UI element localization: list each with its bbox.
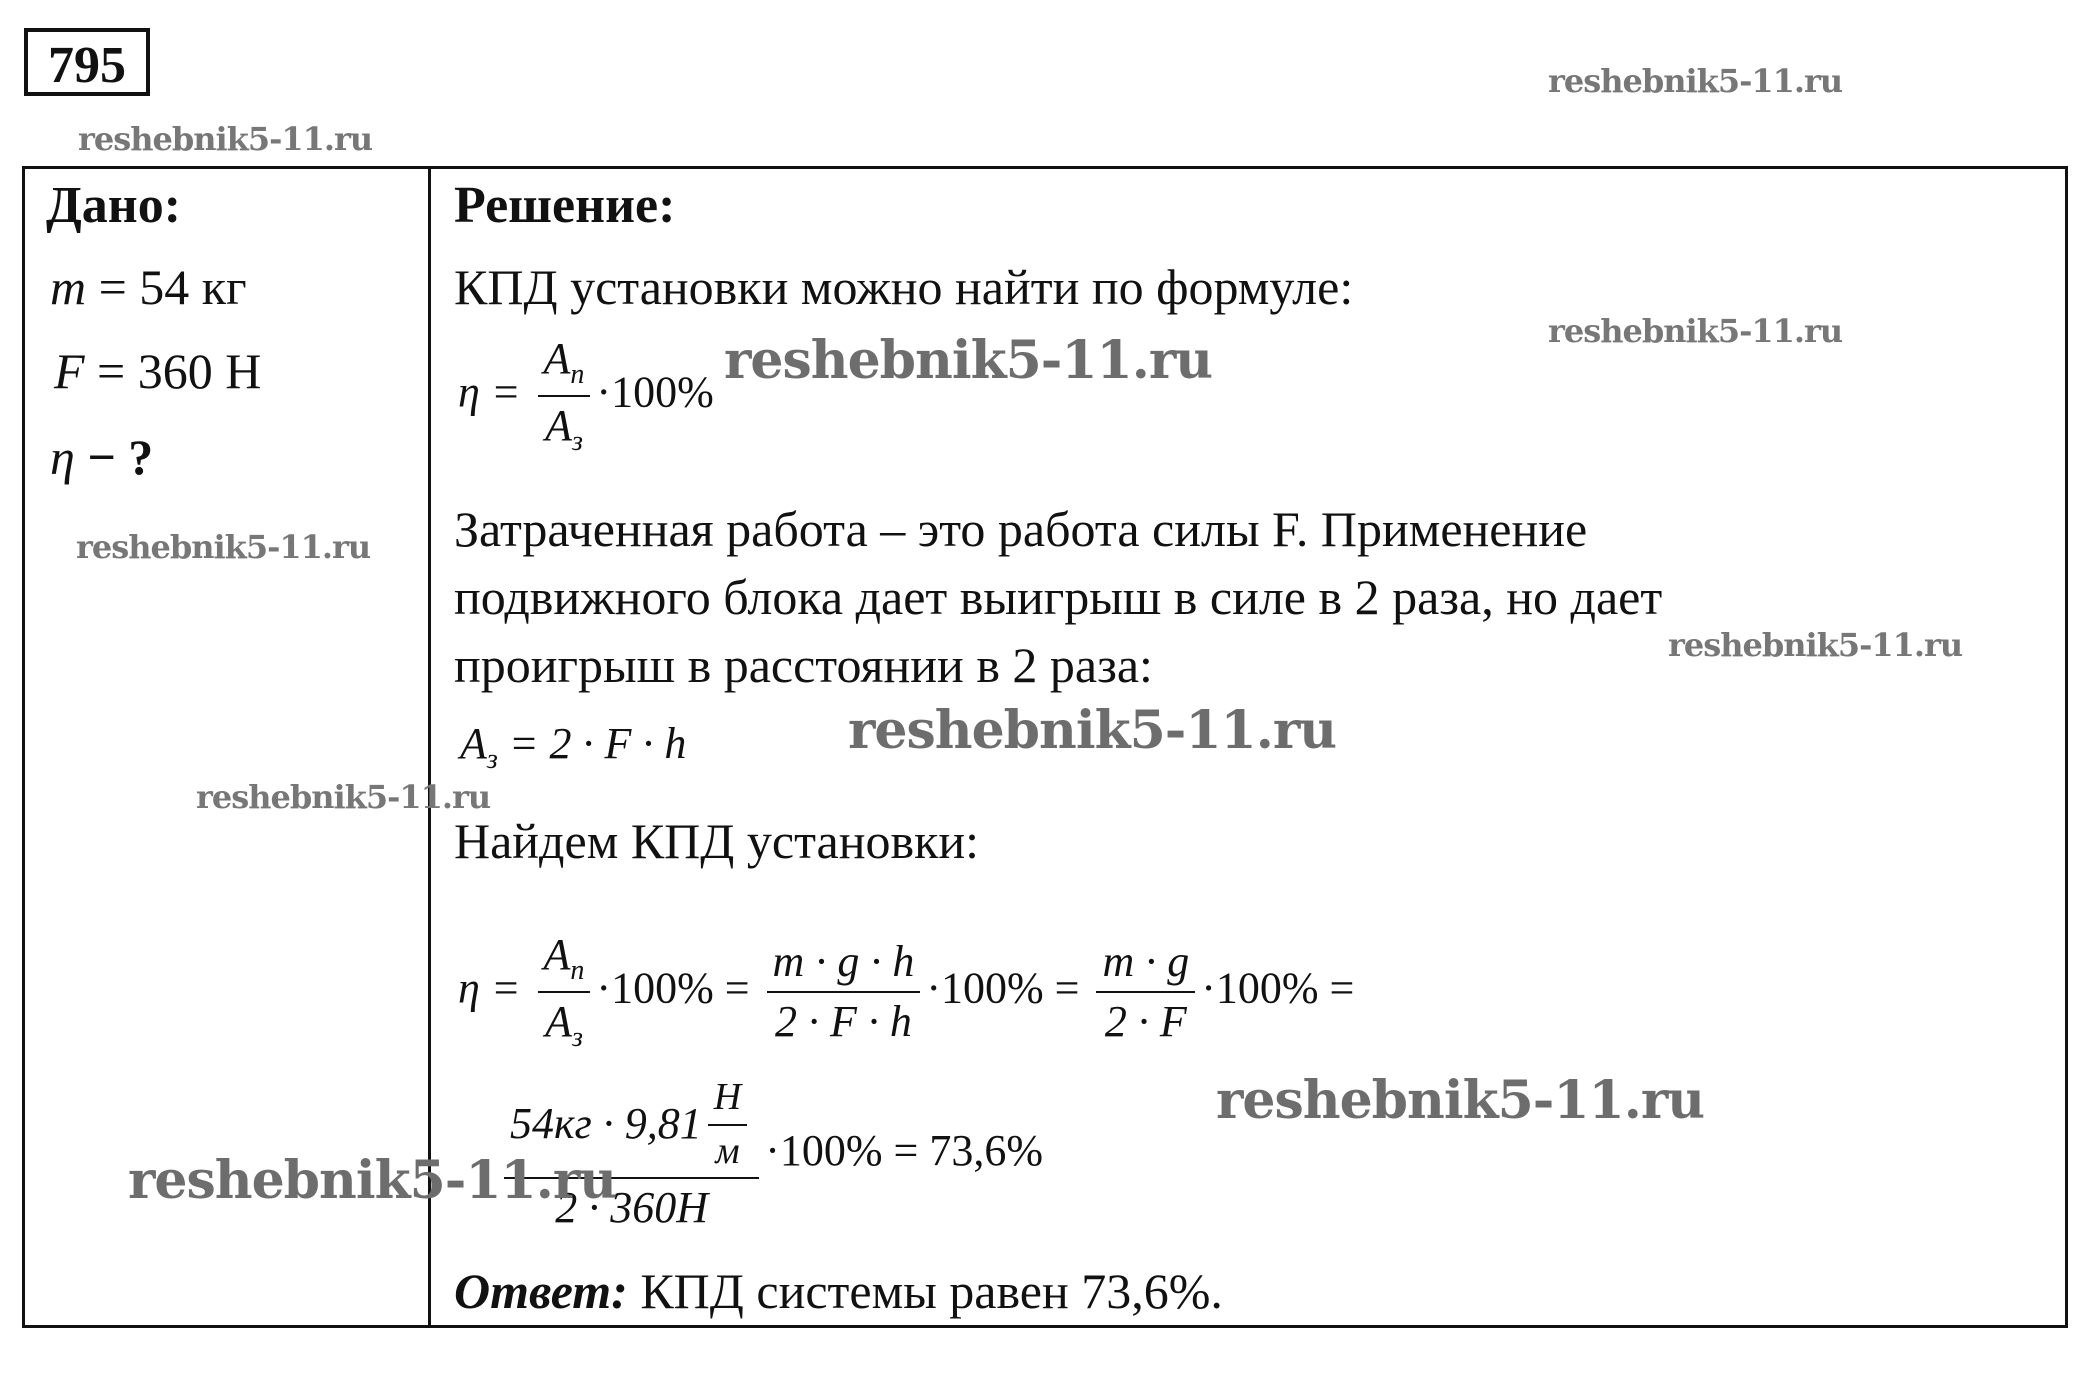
- numeric-calculation: 54кг · 9,81 $\frac{Н}{м}$ 2 · 360Н ·100% = 73,6%: [498, 1076, 1043, 1234]
- watermark: reshebnik5-11.ru: [1216, 1070, 1705, 1131]
- answer-label: Ответ:: [454, 1263, 628, 1319]
- watermark: reshebnik5-11.ru: [128, 1150, 617, 1211]
- watermark: reshebnik5-11.ru: [76, 528, 371, 566]
- mg-fraction: $\frac{m \cdot g}{2 \cdot F}$: [1096, 937, 1195, 1048]
- mgh-fraction: $\frac{m \cdot g \cdot h}{2 \cdot F \cdot h}$: [767, 937, 921, 1048]
- watermark: reshebnik5-11.ru: [1668, 626, 1963, 664]
- watermark: reshebnik5-11.ru: [1548, 312, 1843, 350]
- watermark: reshebnik5-11.ru: [848, 700, 1337, 761]
- paragraph-line-2: подвижного блока дает выигрыш в силе в 2 раза, но дает: [454, 569, 1663, 625]
- given-efficiency-unknown: η − ?: [50, 429, 154, 485]
- given-heading: Дано:: [46, 177, 182, 234]
- given-mass: m = 54 кг: [50, 259, 247, 315]
- solution-heading: Решение:: [454, 177, 676, 234]
- paragraph-line-1: Затраченная работа – это работа силы F. Применение: [454, 501, 1588, 557]
- find-efficiency-text: Найдем КПД установки:: [454, 813, 980, 869]
- work-ratio-fraction: $\frac{A_п}{A_з}$: [538, 334, 591, 458]
- watermark: reshebnik5-11.ru: [1548, 62, 1843, 100]
- watermark: reshebnik5-11.ru: [196, 778, 491, 816]
- unit-fraction: $\frac{Н}{м}$: [708, 1076, 747, 1173]
- answer-line: Ответ: КПД системы равен 73,6%.: [454, 1263, 1223, 1319]
- watermark: reshebnik5-11.ru: [724, 330, 1213, 391]
- paragraph-line-3: проигрыш в расстоянии в 2 раза:: [454, 637, 1153, 693]
- given-force: F = 360 Н: [54, 343, 262, 399]
- efficiency-formula: η = $\frac{A_п}{A_з}$ ·100%: [458, 334, 714, 458]
- useful-spent-fraction: $\frac{A_п}{A_з}$: [538, 930, 591, 1054]
- solution-intro: КПД установки можно найти по формуле:: [454, 259, 1354, 315]
- spent-work-formula: $A_з = 2 \cdot F \cdot h$: [460, 719, 687, 775]
- problem-number: 795: [24, 28, 150, 96]
- efficiency-derivation: η = $\frac{A_п}{A_з}$ ·100% = $\frac{m \cdot g \cdot h}{2 \cdot F \cdot h}$ ·100% = $\frac{m \cdot g}{2 \cdot F}$ ·100% =: [458, 930, 1355, 1054]
- watermark: reshebnik5-11.ru: [78, 120, 373, 158]
- numeric-fraction: 54кг · 9,81 $\frac{Н}{м}$ 2 · 360Н: [504, 1076, 759, 1234]
